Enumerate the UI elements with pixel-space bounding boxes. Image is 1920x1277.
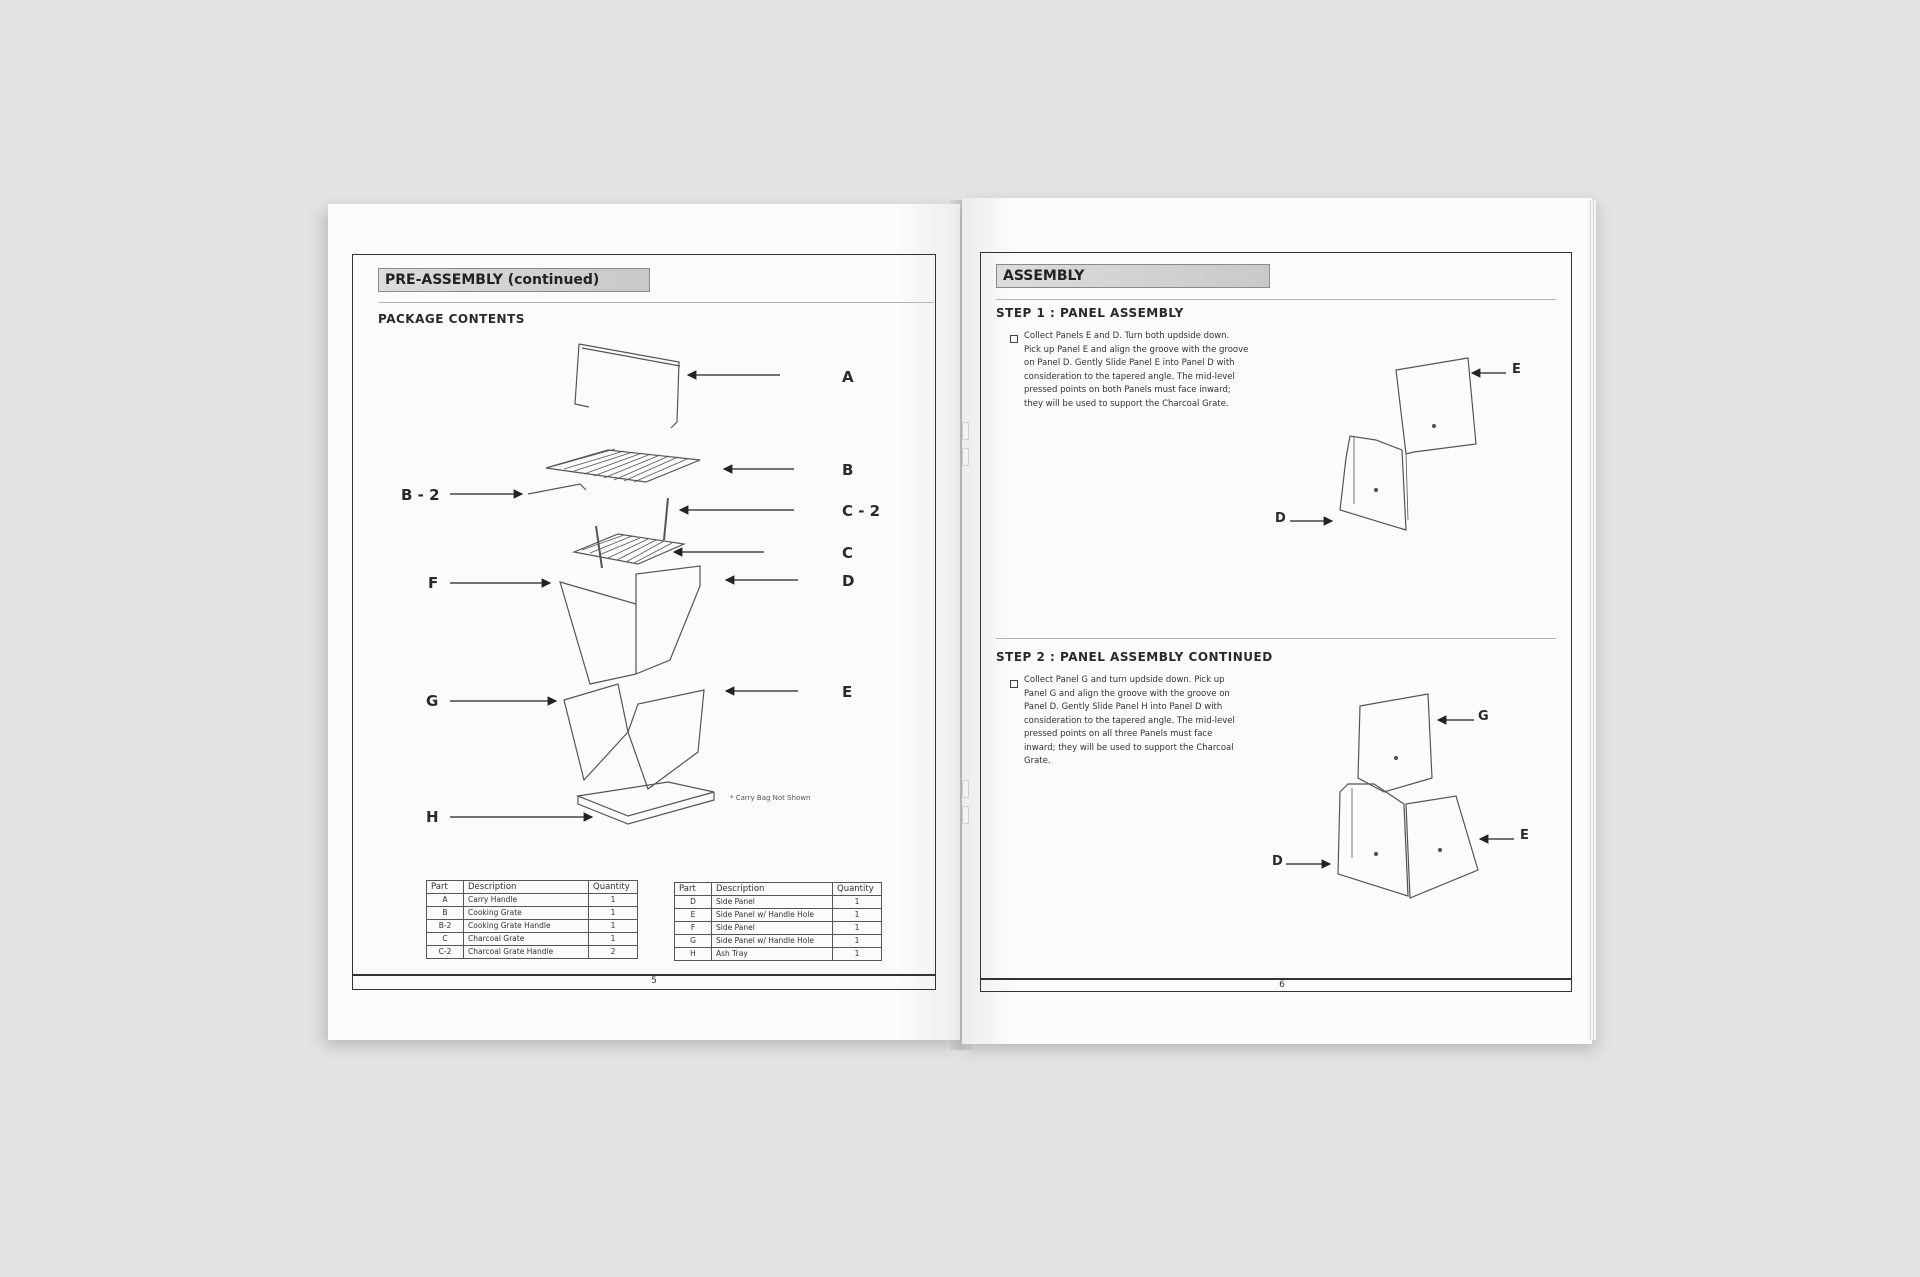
table-row: C-2 Charcoal Grate Handle 2: [427, 946, 638, 959]
parts-table-1: [426, 880, 638, 959]
table-header-row: [675, 883, 882, 896]
table-header-row: [427, 881, 638, 894]
col-part: Part: [427, 881, 464, 894]
step2-checkbox[interactable]: [1010, 680, 1018, 688]
callout-label-a: A: [842, 368, 854, 386]
binding-tab: [962, 806, 969, 824]
callout-label-b2: B - 2: [401, 486, 440, 504]
callout-label-d: D: [842, 572, 855, 590]
step1-label-e: E: [1512, 362, 1521, 377]
panel-d-step1: [1340, 436, 1406, 530]
binding-tab: [962, 422, 969, 440]
right-page: [962, 198, 1592, 1044]
table-row: F Side Panel 1: [675, 922, 882, 935]
callout-label-b: B: [842, 461, 854, 479]
page-number-left: 5: [651, 976, 657, 986]
panel-e-step1: [1396, 358, 1476, 454]
parts-table-2: [674, 882, 882, 961]
col-description: Description: [712, 883, 833, 896]
page-edges: [1588, 200, 1596, 1040]
binding-tab: [962, 780, 969, 798]
ash-tray-part: [578, 782, 714, 824]
callout-label-e: E: [842, 683, 853, 701]
table-row: C Charcoal Grate 1: [427, 933, 638, 946]
left-page: [328, 204, 960, 1040]
step2-label-d: D: [1272, 854, 1283, 869]
cooking-grate-part: [546, 450, 700, 482]
callout-label-f: F: [428, 574, 439, 592]
table-row: B Cooking Grate 1: [427, 907, 638, 920]
panel-g: [564, 684, 628, 780]
table-row: D Side Panel 1: [675, 896, 882, 909]
section-title-assembly: ASSEMBLY: [996, 264, 1270, 288]
step2-instructions: Collect Panel G and turn updside down. Pick up Panel G and align the groove with the groove on Panel D. Gently Slide Panel H into Panel D with consideration to the tapered angle. The mid-level pressed points on all three Panels must face inward; they will be used to support the Charcoal Grate.: [1024, 675, 1235, 766]
step2-label-g: G: [1478, 709, 1489, 724]
table-row: H Ash Tray 1: [675, 948, 882, 961]
panel-e-step2: [1406, 796, 1478, 898]
step-divider: [996, 638, 1556, 639]
package-contents-heading: PACKAGE CONTENTS: [378, 312, 525, 326]
panel-e: [628, 690, 704, 789]
step1-label-d: D: [1275, 511, 1286, 526]
panel-g-step2: [1358, 694, 1432, 792]
step2-heading: STEP 2 : PANEL ASSEMBLY CONTINUED: [996, 650, 1273, 664]
panel-f: [560, 582, 636, 684]
section-title-pre-assembly: PRE-ASSEMBLY (continued): [378, 268, 650, 292]
col-quantity: Quantity: [589, 881, 638, 894]
panel-d-step2: [1338, 784, 1408, 896]
step1-instructions: Collect Panels E and D. Turn both updside down. Pick up Panel E and align the groove with the groove on Panel D. Gently Slide Panel E into Panel D with consideration to the tapered angle. The mid-level pressed points on both Panels must face inward; they will be used to support the Charcoal Grate.: [1024, 331, 1249, 409]
step2-label-e: E: [1520, 828, 1529, 843]
table-row: G Side Panel w/ Handle Hole 1: [675, 935, 882, 948]
callout-label-c: C: [842, 544, 854, 562]
callout-label-c2: C - 2: [842, 502, 881, 520]
col-description: Description: [464, 881, 589, 894]
charcoal-grate-part: [574, 534, 684, 564]
callout-label-h: H: [426, 808, 439, 826]
carry-bag-note: * Carry Bag Not Shown: [730, 794, 811, 802]
table-row: B-2 Cooking Grate Handle 1: [427, 920, 638, 933]
carry-handle-part: [575, 344, 680, 428]
callout-label-g: G: [426, 692, 439, 710]
table-row: E Side Panel w/ Handle Hole 1: [675, 909, 882, 922]
step1-heading: STEP 1 : PANEL ASSEMBLY: [996, 306, 1184, 320]
table-row: A Carry Handle 1: [427, 894, 638, 907]
panel-d: [636, 566, 700, 674]
step1-diagram: [962, 198, 1592, 1044]
col-quantity: Quantity: [833, 883, 882, 896]
page-number-right: 6: [1279, 980, 1285, 990]
col-part: Part: [675, 883, 712, 896]
binding-tab: [962, 448, 969, 466]
